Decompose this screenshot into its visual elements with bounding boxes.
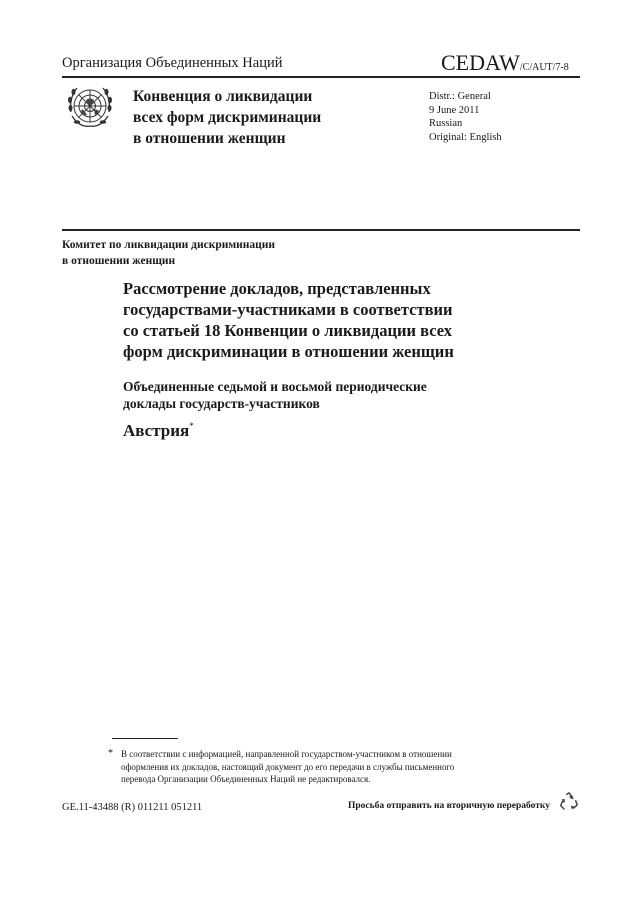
original-language: Original: English — [429, 131, 502, 143]
recycle-note: Просьба отправить на вторичную переработку — [348, 801, 550, 811]
document-language: Russian — [429, 118, 463, 129]
footnote-line: оформления их докладов, настоящий документ до его передачи в службы письменного — [121, 761, 455, 772]
convention-line: в отношении женщин — [133, 130, 286, 147]
distribution-block — [429, 90, 502, 144]
organization-name: Организация Объединенных Наций — [62, 55, 283, 71]
country-name: Австрия — [123, 421, 190, 440]
footnote-line: перевода Организации Объединенных Наций не редактировался. — [121, 774, 371, 784]
country-title — [123, 421, 194, 441]
committee-line: Комитет по ликвидации дискриминации — [62, 239, 276, 251]
section-rule — [62, 229, 580, 231]
recycle-icon — [558, 791, 580, 813]
footnote-mark: * — [108, 748, 113, 759]
distribution-type: Distr.: General — [429, 91, 491, 102]
document-symbol — [441, 50, 569, 76]
document-date: 9 June 2011 — [429, 104, 480, 116]
sub-heading — [123, 378, 553, 412]
convention-line: Конвенция о ликвидации — [133, 88, 313, 105]
un-emblem-icon — [64, 82, 116, 134]
committee-name — [62, 237, 275, 269]
main-heading — [123, 278, 553, 362]
convention-title — [133, 86, 321, 149]
footnote-line: В соответствии с информацией, направленной государством-участником в отношении — [121, 749, 452, 759]
committee-line: в отношении женщин — [62, 255, 176, 267]
symbol-suffix: /C/AUT/7-8 — [519, 62, 569, 73]
subheading-line: Объединенные седьмой и восьмой периодические — [123, 379, 427, 394]
heading-line: государствами-участниками в соответствии — [123, 300, 453, 319]
symbol-main: CEDAW — [441, 50, 520, 75]
heading-line: со статьей 18 Конвенции о ликвидации всех — [123, 321, 453, 340]
footnote-text — [121, 748, 521, 786]
footnote-reference[interactable]: * — [189, 421, 194, 431]
footnote-rule — [112, 738, 178, 739]
header-rule — [62, 76, 580, 78]
subheading-line: доклады государств-участников — [123, 396, 320, 411]
heading-line: Рассмотрение докладов, представленных — [123, 279, 431, 298]
convention-line: всех форм дискриминации — [133, 109, 322, 126]
job-number: GE.11-43488 (R) 011211 051211 — [62, 802, 203, 813]
heading-line: форм дискриминации в отношении женщин — [123, 342, 454, 361]
